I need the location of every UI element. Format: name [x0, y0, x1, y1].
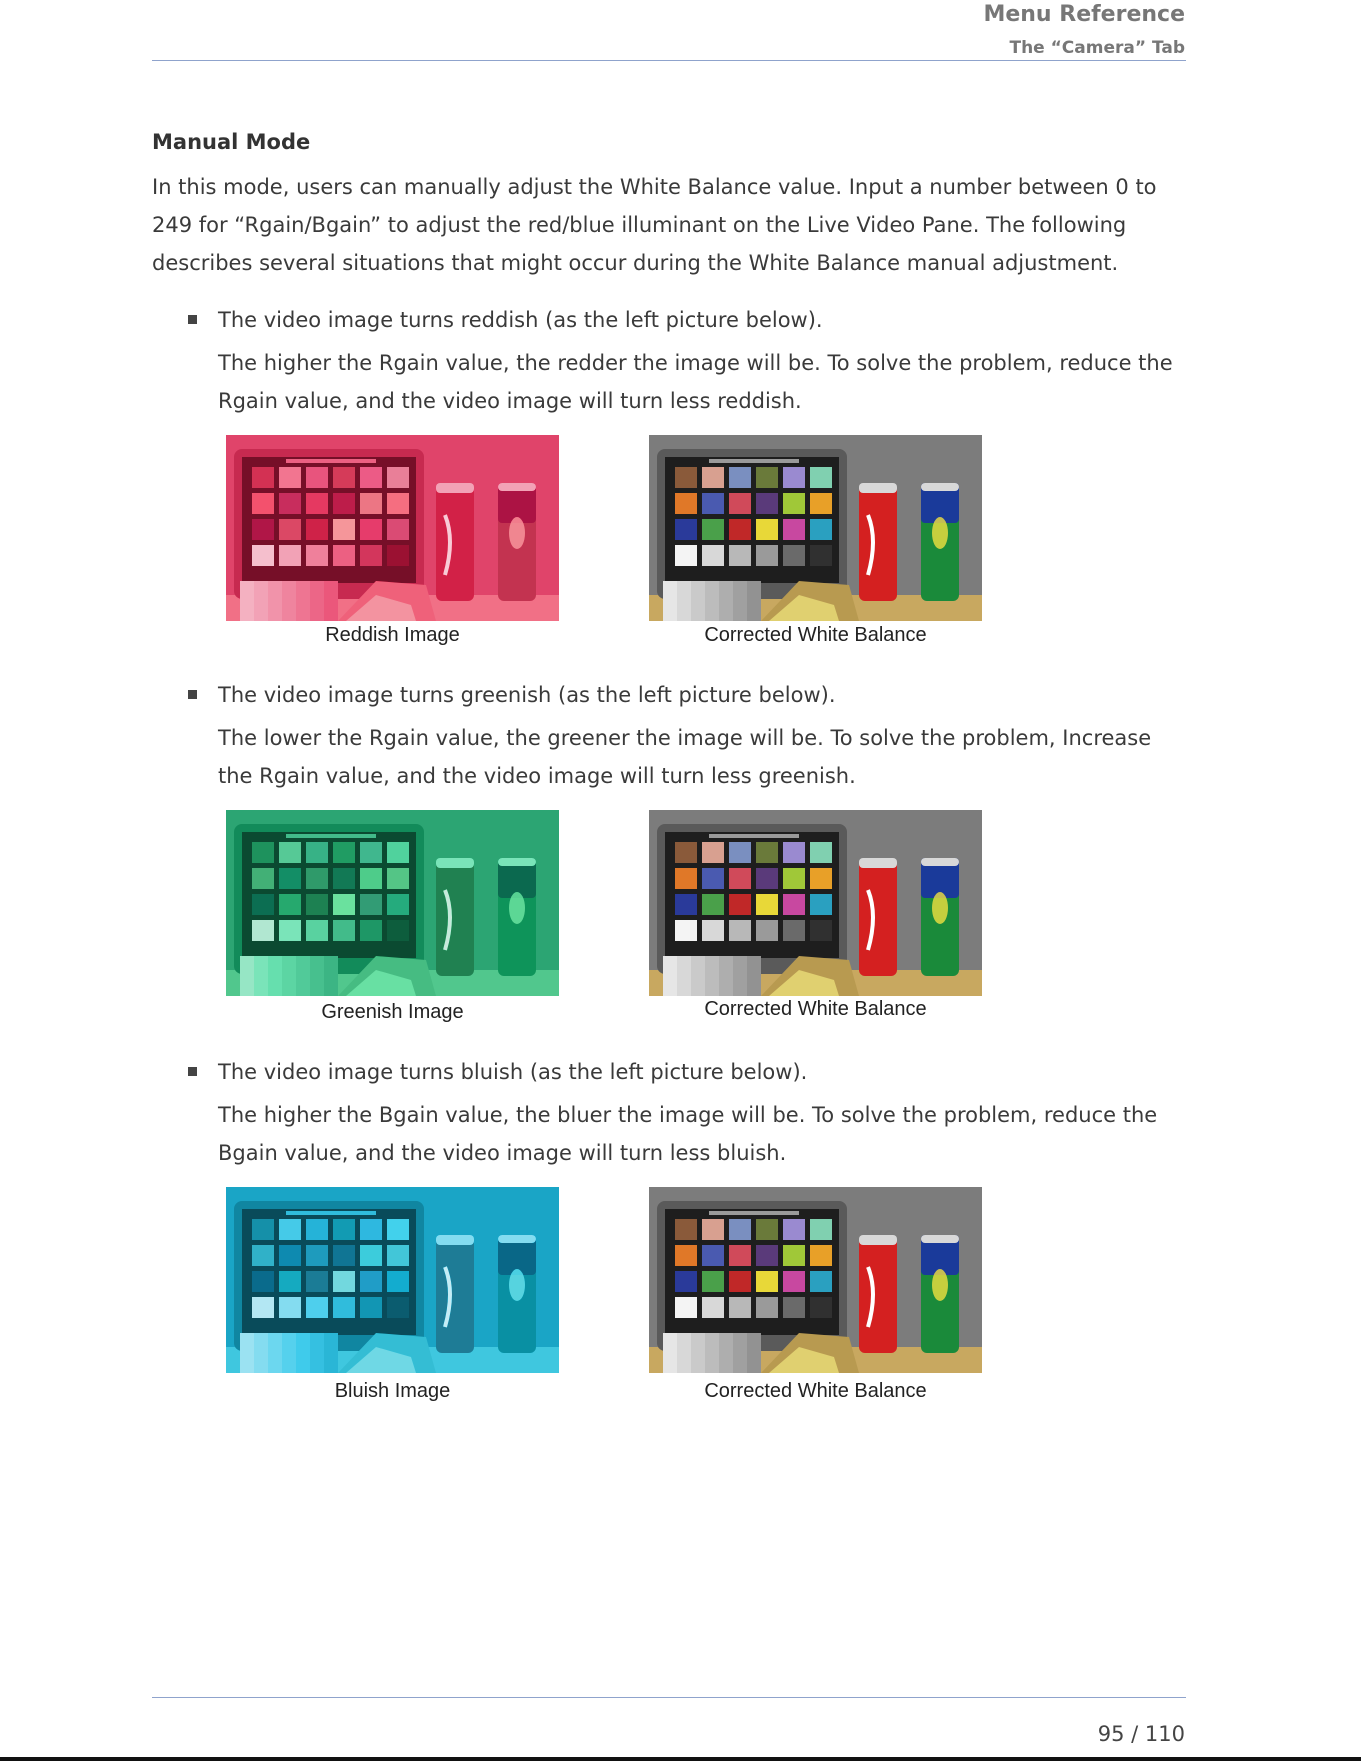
footer-rule — [152, 1697, 1186, 1698]
case-description: The higher the Bgain value, the bluer the image will be. To solve the problem, reduce the Bgain value, and the video image will turn less bluish. — [218, 1103, 1158, 1165]
page-header-title: Menu Reference — [983, 2, 1185, 27]
bullet-square-icon — [188, 690, 197, 699]
corrected-image — [649, 435, 982, 621]
image-caption: Corrected White Balance — [704, 1380, 927, 1402]
bullet-text: The video image turns reddish (as the left picture below). — [218, 308, 823, 332]
header-rule — [152, 60, 1186, 61]
greenish-image — [226, 810, 559, 996]
bullet-square-icon — [188, 1067, 197, 1076]
case-description: The lower the Rgain value, the greener the image will be. To solve the problem, Increase the Rgain value, and the video image will turn less greenish. — [218, 726, 1152, 788]
corrected-image — [649, 810, 982, 996]
bullet-item — [190, 676, 836, 714]
bullet-square-icon — [188, 315, 197, 324]
bluish-image — [226, 1187, 559, 1373]
bullet-item — [190, 1053, 807, 1091]
page-header-subtitle: The “Camera” Tab — [1009, 38, 1185, 58]
intro-paragraph: In this mode, users can manually adjust the White Balance value. Input a number between 0 to 249 for “Rgain/Bgain” to adjust the red/blue illuminant on the Live Video Pane. The following describes several situations that might occur during the White Balance manual adjustment. — [152, 175, 1157, 275]
image-caption: Reddish Image — [325, 624, 460, 646]
page-bottom-edge — [0, 1757, 1361, 1761]
image-caption: Corrected White Balance — [704, 998, 927, 1020]
image-caption: Corrected White Balance — [704, 624, 927, 646]
section-title: Manual Mode — [152, 130, 311, 154]
bullet-text: The video image turns greenish (as the left picture below). — [218, 683, 836, 707]
corrected-image — [649, 1187, 982, 1373]
page-number: 95 / 110 — [1097, 1722, 1185, 1746]
image-caption: Greenish Image — [321, 1001, 464, 1023]
case-description: The higher the Rgain value, the redder the image will be. To solve the problem, reduce the Rgain value, and the video image will turn less reddish. — [218, 351, 1173, 413]
bullet-item — [190, 301, 823, 339]
reddish-image — [226, 435, 559, 621]
image-caption: Bluish Image — [334, 1380, 451, 1402]
bullet-text: The video image turns bluish (as the left picture below). — [218, 1060, 808, 1084]
